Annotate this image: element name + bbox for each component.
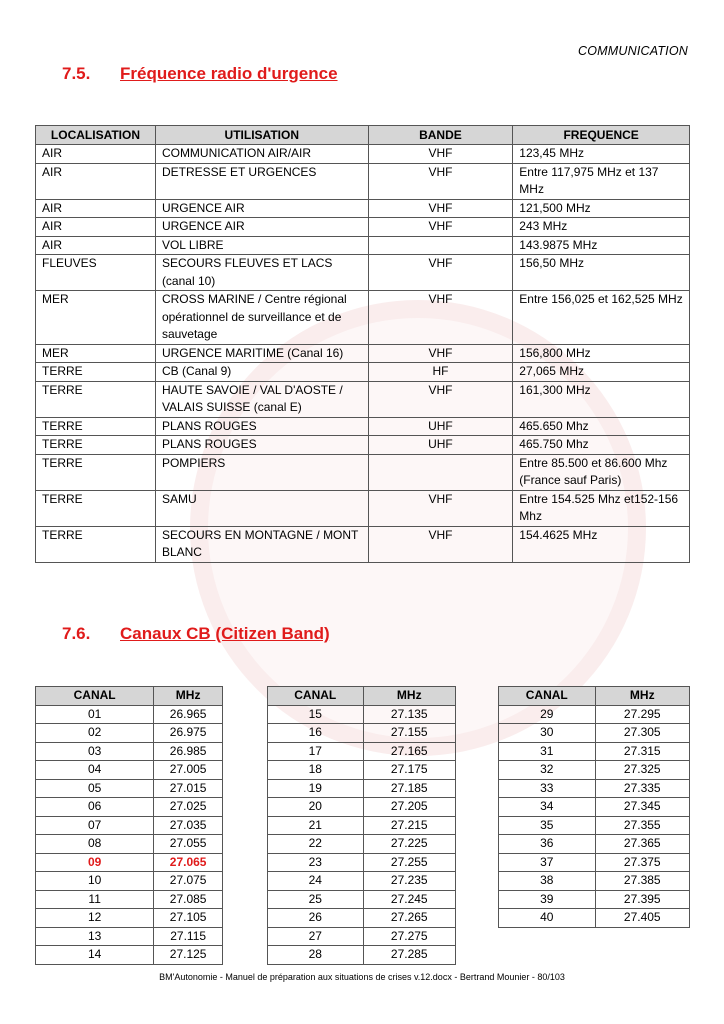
table-cell: VHF (368, 490, 513, 526)
emergency-frequency-table (35, 125, 690, 563)
channel-number-cell: 10 (36, 872, 154, 891)
channel-number-cell: 31 (499, 742, 596, 761)
channel-frequency-cell: 27.335 (595, 779, 690, 798)
table-cell: Entre 85.500 et 86.600 Mhz (France sauf Paris) (513, 454, 690, 490)
table-cell: PLANS ROUGES (155, 417, 368, 436)
table-cell: VOL LIBRE (155, 236, 368, 255)
page-footer: BM'Autonomie - Manuel de préparation aux situations de crises v.12.docx - Bertrand Mounier - 80/103 (159, 972, 565, 982)
channel-number-cell: 17 (268, 742, 364, 761)
table-row (499, 724, 690, 743)
channel-frequency-cell: 27.245 (363, 890, 456, 909)
table-cell: MER (36, 291, 156, 345)
table-row (268, 927, 456, 946)
channel-number-cell: 37 (499, 853, 596, 872)
channel-number-cell: 24 (268, 872, 364, 891)
table-cell: COMMUNICATION AIR/AIR (155, 145, 368, 164)
channel-frequency-cell: 26.985 (154, 742, 223, 761)
table-row (36, 363, 690, 382)
channel-number-cell: 15 (268, 705, 364, 724)
table-row (268, 798, 456, 817)
running-header: COMMUNICATION (578, 44, 688, 58)
table-row (499, 835, 690, 854)
channel-frequency-cell: 27.365 (595, 835, 690, 854)
channel-number-cell: 36 (499, 835, 596, 854)
table-row (36, 705, 223, 724)
channel-number-cell: 33 (499, 779, 596, 798)
channel-number-cell: 12 (36, 909, 154, 928)
table-cell: PLANS ROUGES (155, 436, 368, 455)
table-row (499, 742, 690, 761)
table-header-row (499, 687, 690, 706)
column-header: CANAL (36, 687, 154, 706)
table-cell: 156,800 MHz (513, 344, 690, 363)
table-cell: VHF (368, 145, 513, 164)
channel-number-cell: 16 (268, 724, 364, 743)
table-row (268, 816, 456, 835)
column-header: MHz (363, 687, 456, 706)
table-cell: UHF (368, 417, 513, 436)
table-row (36, 454, 690, 490)
table-cell: VHF (368, 381, 513, 417)
channel-number-cell: 22 (268, 835, 364, 854)
channel-number-cell: 08 (36, 835, 154, 854)
channel-number-cell: 14 (36, 946, 154, 965)
table-cell: 154.4625 MHz (513, 526, 690, 562)
channel-number-cell: 03 (36, 742, 154, 761)
table-row (36, 742, 223, 761)
channel-frequency-cell: 27.105 (154, 909, 223, 928)
channel-number-cell: 38 (499, 872, 596, 891)
table-cell: 121,500 MHz (513, 199, 690, 218)
channel-frequency-cell: 27.395 (595, 890, 690, 909)
table-row (36, 946, 223, 965)
channel-frequency-cell: 27.135 (363, 705, 456, 724)
cb-channel-table-1 (35, 686, 223, 965)
table-cell (368, 236, 513, 255)
table-row (36, 255, 690, 291)
channel-number-cell: 19 (268, 779, 364, 798)
column-header: UTILISATION (155, 126, 368, 145)
channel-frequency-cell: 26.965 (154, 705, 223, 724)
column-header: LOCALISATION (36, 126, 156, 145)
table-cell: TERRE (36, 417, 156, 436)
table-row (36, 872, 223, 891)
channel-number-cell: 13 (36, 927, 154, 946)
table-row (36, 724, 223, 743)
table-row (36, 798, 223, 817)
table-row (268, 779, 456, 798)
table-cell (368, 454, 513, 490)
table-row (36, 490, 690, 526)
section-title: Canaux CB (Citizen Band) (120, 624, 330, 643)
channel-frequency-cell: 26.975 (154, 724, 223, 743)
table-row (268, 890, 456, 909)
table-row (36, 526, 690, 562)
section-number: 7.6. (62, 624, 91, 643)
channel-frequency-cell: 27.305 (595, 724, 690, 743)
channel-frequency-cell: 27.325 (595, 761, 690, 780)
table-row (499, 705, 690, 724)
cb-channel-table-3 (498, 686, 690, 928)
table-cell: UHF (368, 436, 513, 455)
channel-frequency-cell: 27.375 (595, 853, 690, 872)
table-cell: 123,45 MHz (513, 145, 690, 164)
table-row (499, 890, 690, 909)
table-cell: Entre 117,975 MHz et 137 MHz (513, 163, 690, 199)
table-row (36, 816, 223, 835)
table-row (36, 381, 690, 417)
channel-frequency-cell: 27.255 (363, 853, 456, 872)
channel-frequency-cell: 27.165 (363, 742, 456, 761)
table-cell: VHF (368, 344, 513, 363)
table-cell: VHF (368, 526, 513, 562)
table-cell: TERRE (36, 436, 156, 455)
table-cell: URGENCE AIR (155, 199, 368, 218)
table-cell: AIR (36, 145, 156, 164)
channel-number-cell: 25 (268, 890, 364, 909)
channel-frequency-cell: 27.115 (154, 927, 223, 946)
table-cell: TERRE (36, 363, 156, 382)
table-row (268, 705, 456, 724)
channel-frequency-cell: 27.385 (595, 872, 690, 891)
table-cell: URGENCE AIR (155, 218, 368, 237)
table-row (268, 761, 456, 780)
table-row (268, 742, 456, 761)
table-cell: 27,065 MHz (513, 363, 690, 382)
table-cell: DETRESSE ET URGENCES (155, 163, 368, 199)
channel-number-cell: 39 (499, 890, 596, 909)
table-cell: Entre 156,025 et 162,525 MHz (513, 291, 690, 345)
column-header: FREQUENCE (513, 126, 690, 145)
channel-number-cell: 32 (499, 761, 596, 780)
table-cell: AIR (36, 236, 156, 255)
column-header: MHz (595, 687, 690, 706)
channel-frequency-cell: 27.235 (363, 872, 456, 891)
channel-number-cell: 35 (499, 816, 596, 835)
channel-frequency-cell: 27.205 (363, 798, 456, 817)
table-row (499, 779, 690, 798)
channel-frequency-cell: 27.065 (154, 853, 223, 872)
channel-number-cell: 18 (268, 761, 364, 780)
table-cell: FLEUVES (36, 255, 156, 291)
table-cell: SECOURS FLEUVES ET LACS (canal 10) (155, 255, 368, 291)
table-cell: 161,300 MHz (513, 381, 690, 417)
table-cell: SAMU (155, 490, 368, 526)
table-cell: 243 MHz (513, 218, 690, 237)
table-row (36, 218, 690, 237)
channel-number-cell: 40 (499, 909, 596, 928)
table-row (499, 816, 690, 835)
channel-number-cell: 23 (268, 853, 364, 872)
table-row (36, 909, 223, 928)
channel-frequency-cell: 27.185 (363, 779, 456, 798)
channel-frequency-cell: 27.085 (154, 890, 223, 909)
channel-number-cell: 04 (36, 761, 154, 780)
channel-number-cell: 21 (268, 816, 364, 835)
table-cell: MER (36, 344, 156, 363)
channel-number-cell: 26 (268, 909, 364, 928)
channel-frequency-cell: 27.275 (363, 927, 456, 946)
table-cell: VHF (368, 163, 513, 199)
table-row (36, 853, 223, 872)
table-cell: 143.9875 MHz (513, 236, 690, 255)
table-cell: VHF (368, 218, 513, 237)
channel-number-cell: 29 (499, 705, 596, 724)
table-row (36, 436, 690, 455)
table-cell: CROSS MARINE / Centre régional opérationnel de surveillance et de sauvetage (155, 291, 368, 345)
table-cell: SECOURS EN MONTAGNE / MONT BLANC (155, 526, 368, 562)
table-row (268, 946, 456, 965)
column-header: CANAL (268, 687, 364, 706)
table-cell: VHF (368, 255, 513, 291)
table-row (36, 163, 690, 199)
table-row (36, 199, 690, 218)
section-heading-7-6 (62, 624, 330, 644)
channel-number-cell: 28 (268, 946, 364, 965)
channel-number-cell: 09 (36, 853, 154, 872)
section-number: 7.5. (62, 64, 91, 83)
cb-channel-table-2 (267, 686, 456, 965)
table-row (268, 853, 456, 872)
table-cell: VHF (368, 291, 513, 345)
channel-frequency-cell: 27.345 (595, 798, 690, 817)
table-row (36, 835, 223, 854)
table-header-row (36, 126, 690, 145)
table-row (36, 417, 690, 436)
channel-frequency-cell: 27.005 (154, 761, 223, 780)
table-row (499, 761, 690, 780)
table-row (499, 853, 690, 872)
channel-frequency-cell: 27.035 (154, 816, 223, 835)
channel-frequency-cell: 27.295 (595, 705, 690, 724)
table-header-row (36, 687, 223, 706)
channel-number-cell: 06 (36, 798, 154, 817)
channel-number-cell: 11 (36, 890, 154, 909)
channel-frequency-cell: 27.075 (154, 872, 223, 891)
table-cell: TERRE (36, 454, 156, 490)
channel-frequency-cell: 27.405 (595, 909, 690, 928)
channel-number-cell: 05 (36, 779, 154, 798)
channel-frequency-cell: 27.315 (595, 742, 690, 761)
table-cell: VHF (368, 199, 513, 218)
channel-frequency-cell: 27.265 (363, 909, 456, 928)
channel-number-cell: 34 (499, 798, 596, 817)
table-row (36, 779, 223, 798)
section-title: Fréquence radio d'urgence (120, 64, 338, 83)
column-header: BANDE (368, 126, 513, 145)
table-row (36, 761, 223, 780)
table-cell: AIR (36, 163, 156, 199)
table-row (499, 798, 690, 817)
channel-frequency-cell: 27.125 (154, 946, 223, 965)
channel-number-cell: 27 (268, 927, 364, 946)
table-row (36, 890, 223, 909)
table-cell: 156,50 MHz (513, 255, 690, 291)
table-cell: 465.650 Mhz (513, 417, 690, 436)
section-heading-7-5 (62, 64, 338, 84)
channel-frequency-cell: 27.015 (154, 779, 223, 798)
table-row (36, 927, 223, 946)
table-row (499, 872, 690, 891)
channel-number-cell: 07 (36, 816, 154, 835)
table-cell: TERRE (36, 526, 156, 562)
table-cell: HAUTE SAVOIE / VAL D'AOSTE / VALAIS SUISSE (canal E) (155, 381, 368, 417)
table-header-row (268, 687, 456, 706)
table-cell: POMPIERS (155, 454, 368, 490)
table-row (499, 909, 690, 928)
channel-frequency-cell: 27.155 (363, 724, 456, 743)
table-row (36, 344, 690, 363)
table-cell: CB (Canal 9) (155, 363, 368, 382)
table-cell: HF (368, 363, 513, 382)
table-cell: AIR (36, 218, 156, 237)
channel-number-cell: 30 (499, 724, 596, 743)
table-cell: 465.750 Mhz (513, 436, 690, 455)
table-row (268, 872, 456, 891)
table-cell: URGENCE MARITIME (Canal 16) (155, 344, 368, 363)
channel-number-cell: 02 (36, 724, 154, 743)
channel-frequency-cell: 27.025 (154, 798, 223, 817)
table-row (268, 835, 456, 854)
table-cell: TERRE (36, 381, 156, 417)
table-row (36, 236, 690, 255)
column-header: MHz (154, 687, 223, 706)
table-row (36, 291, 690, 345)
channel-frequency-cell: 27.355 (595, 816, 690, 835)
channel-frequency-cell: 27.285 (363, 946, 456, 965)
channel-number-cell: 20 (268, 798, 364, 817)
table-row (36, 145, 690, 164)
table-cell: TERRE (36, 490, 156, 526)
channel-frequency-cell: 27.225 (363, 835, 456, 854)
channel-frequency-cell: 27.175 (363, 761, 456, 780)
column-header: CANAL (499, 687, 596, 706)
table-row (268, 909, 456, 928)
channel-number-cell: 01 (36, 705, 154, 724)
table-cell: Entre 154.525 Mhz et152-156 Mhz (513, 490, 690, 526)
channel-frequency-cell: 27.055 (154, 835, 223, 854)
table-cell: AIR (36, 199, 156, 218)
table-row (268, 724, 456, 743)
channel-frequency-cell: 27.215 (363, 816, 456, 835)
